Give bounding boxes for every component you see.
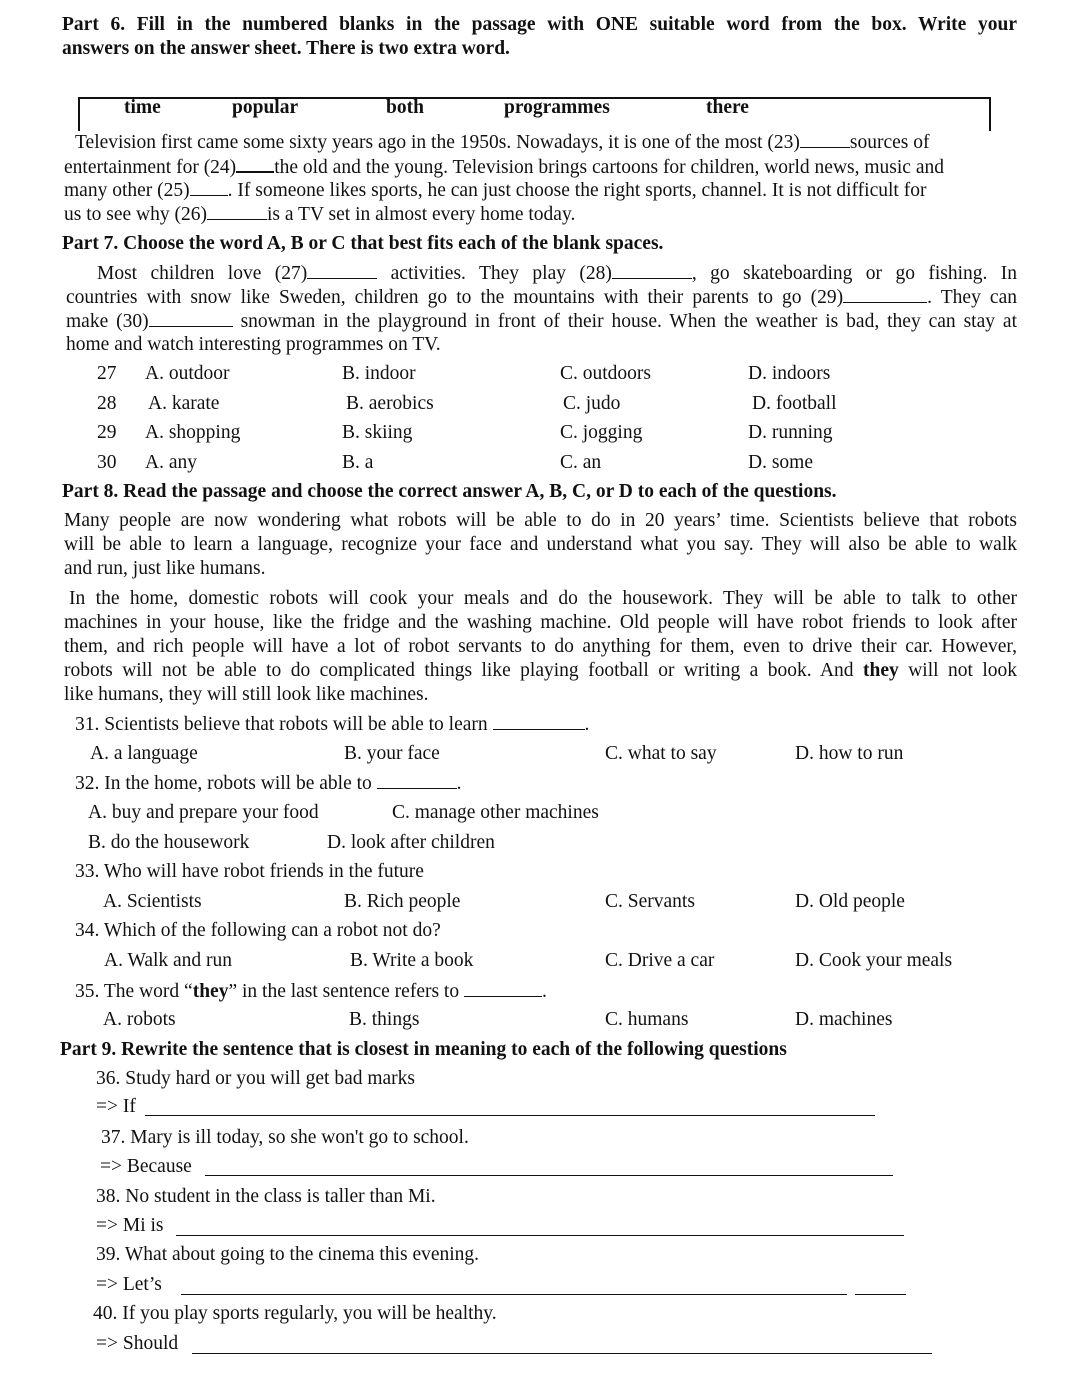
part7-line4: home and watch interesting programmes on TV.	[66, 334, 441, 355]
q33-option-b: B. Rich people	[344, 891, 461, 912]
text-segment: . If someone likes sports, he can just choose the right sports, channel. It is not difficult for	[227, 180, 927, 201]
option-num: 28	[97, 393, 117, 414]
part8-para1-line1: Many people are now wondering what robots will be able to do in 20 years’ time. Scientists believe that robots	[64, 510, 1017, 531]
answer-line-38[interactable]	[176, 1235, 904, 1236]
answer-prompt-40: => Should	[96, 1333, 179, 1354]
answer-line-39[interactable]	[181, 1294, 847, 1295]
question-text: 32. In the home, robots will be able to	[75, 773, 372, 794]
question-32: 32. In the home, robots will be able to .	[75, 773, 462, 794]
question-35: 35. The word “they” in the last sentence refers to .	[75, 981, 547, 1002]
box-word-there: there	[706, 97, 749, 118]
blank-23	[800, 130, 850, 148]
box-word-popular: popular	[232, 97, 299, 118]
option-a: A. karate	[148, 393, 220, 414]
option-a: A. shopping	[145, 422, 241, 443]
part7-line1	[97, 261, 1017, 286]
blank-31	[493, 712, 585, 730]
part8-heading: Part 8. Read the passage and choose the correct answer A, B, C, or D to each of the questions.	[62, 481, 837, 502]
q35-option-c: C. humans	[605, 1009, 689, 1030]
blank-27	[307, 261, 377, 279]
part6-heading-line1: Part 6. Fill in the numbered blanks in the passage with ONE suitable word from the box. Write your	[62, 14, 1017, 35]
q32-option-d: D. look after children	[327, 832, 495, 853]
blank-29	[843, 285, 927, 303]
answer-prompt-37: => Because	[100, 1156, 192, 1177]
part7-line2	[66, 285, 1017, 310]
text-segment: sources of	[849, 132, 930, 153]
q31-option-b: B. your face	[344, 743, 440, 764]
blank-25	[190, 178, 228, 196]
q35-option-a: A. robots	[103, 1009, 176, 1030]
q31-option-d: D. how to run	[795, 743, 904, 764]
q34-option-d: D. Cook your meals	[795, 950, 953, 971]
part6-line3	[64, 178, 926, 203]
q31-option-a: A. a language	[90, 743, 198, 764]
option-num: 29	[97, 422, 117, 443]
option-d: D. football	[752, 393, 837, 414]
answer-prompt-36: => If	[96, 1096, 136, 1117]
text-segment: activities. They play (28)	[390, 263, 612, 284]
option-c: C. jogging	[560, 422, 643, 443]
part8-para2-line1: In the home, domestic robots will cook your meals and do the housework. They will be able to talk to other	[69, 588, 1017, 609]
question-text: ” in the last sentence refers to	[228, 981, 460, 1002]
blank-24	[236, 154, 274, 173]
part8-para2-line5: like humans, they will still look like machines.	[64, 684, 429, 705]
blank-32	[377, 771, 457, 789]
option-b: B. aerobics	[346, 393, 434, 414]
question-text: 35. The word “	[75, 981, 193, 1002]
part8-para2-line3: them, and rich people will have a lot of robot servants to do anything for them, even to drive their car. However,	[64, 636, 1017, 657]
part8-para1-line3: and run, just like humans.	[64, 558, 266, 579]
box-word-both: both	[386, 97, 424, 118]
text-segment: Most children love (27)	[97, 263, 308, 284]
part8-para2-line4	[64, 659, 1017, 683]
option-b: B. skiing	[342, 422, 413, 443]
part6-line4	[64, 202, 575, 227]
answer-prompt-38: => Mi is	[96, 1215, 164, 1236]
part8-para1-line2: will be able to learn a language, recognize your face and understand what you say. They will also be able to walk	[64, 534, 1017, 555]
question-38: 38. No student in the class is taller than Mi.	[96, 1186, 436, 1207]
question-37: 37. Mary is ill today, so she won't go to school.	[101, 1127, 469, 1148]
option-num: 30	[97, 452, 117, 473]
text-segment: , go skateboarding or go fishing. In	[691, 263, 1018, 284]
answer-line-40[interactable]	[192, 1353, 932, 1354]
question-34: 34. Which of the following can a robot not do?	[75, 920, 441, 941]
text-segment: countries with snow like Sweden, children go to the mountains with their parents to go (29)	[66, 287, 844, 308]
option-a: A. any	[145, 452, 197, 473]
question-31: 31. Scientists believe that robots will be able to learn .	[75, 714, 590, 735]
text-segment: many other (25)	[64, 180, 190, 201]
blank-26	[207, 202, 267, 220]
q35-option-b: B. things	[349, 1009, 420, 1030]
blank-28	[612, 261, 692, 279]
question-text: 31. Scientists believe that robots will be able to learn	[75, 714, 488, 735]
text-segment: . They can	[927, 287, 1017, 308]
q31-option-c: C. what to say	[605, 743, 717, 764]
part6-line1	[75, 130, 929, 155]
option-d: D. some	[748, 452, 813, 473]
q32-option-b: B. do the housework	[88, 832, 250, 853]
text-segment: is a TV set in almost every home today.	[266, 204, 576, 225]
q32-option-a: A. buy and prepare your food	[88, 802, 319, 823]
blank-30	[149, 309, 233, 327]
question-36: 36. Study hard or you will get bad marks	[96, 1068, 415, 1089]
answer-prompt-39: => Let’s	[96, 1274, 162, 1295]
q33-option-d: D. Old people	[795, 891, 905, 912]
q32-option-c: C. manage other machines	[392, 802, 599, 823]
text-segment: snowman in the playground in front of their house. When the weather is bad, they can stay at	[240, 311, 1017, 332]
option-d: D. running	[748, 422, 833, 443]
text-segment: Television first came some sixty years ago in the 1950s. Nowadays, it is one of the most (23)	[75, 132, 800, 153]
part6-heading-line2: answers on the answer sheet. There is two extra word.	[62, 38, 510, 59]
q34-option-a: A. Walk and run	[104, 950, 233, 971]
part7-line3	[66, 309, 1017, 334]
option-b: B. a	[342, 452, 374, 473]
bold-word-they: they	[863, 660, 899, 681]
text-segment: entertainment for (24)	[64, 157, 237, 178]
text-segment: the old and the young. Television brings cartoons for children, world news, music and	[274, 157, 944, 178]
q33-option-a: A. Scientists	[103, 891, 202, 912]
q34-option-b: B. Write a book	[350, 950, 474, 971]
option-b: B. indoor	[342, 363, 416, 384]
option-d: D. indoors	[748, 363, 831, 384]
blank-35	[464, 979, 542, 997]
answer-line-39-end[interactable]	[855, 1294, 906, 1295]
q35-option-d: D. machines	[795, 1009, 893, 1030]
answer-line-37[interactable]	[205, 1175, 893, 1176]
option-a: A. outdoor	[145, 363, 230, 384]
part7-heading: Part 7. Choose the word A, B or C that best fits each of the blank spaces.	[62, 233, 664, 254]
question-39: 39. What about going to the cinema this evening.	[96, 1244, 480, 1265]
text-segment: robots will not be able to do complicated things like playing football or writing a book. And	[64, 660, 864, 681]
question-40: 40. If you play sports regularly, you will be healthy.	[93, 1303, 497, 1324]
part6-line2	[64, 154, 944, 180]
answer-line-36[interactable]	[145, 1115, 875, 1116]
text-segment: make (30)	[66, 311, 149, 332]
box-word-time: time	[124, 97, 161, 118]
option-num: 27	[97, 363, 117, 384]
bold-word-they: they	[192, 981, 229, 1002]
box-word-programmes: programmes	[504, 97, 610, 118]
option-c: C. outdoors	[560, 363, 652, 384]
text-segment: us to see why (26)	[64, 204, 207, 225]
option-c: C. an	[560, 452, 602, 473]
text-segment: will not look	[898, 660, 1018, 681]
q34-option-c: C. Drive a car	[605, 950, 715, 971]
question-33: 33. Who will have robot friends in the future	[75, 861, 424, 882]
part9-heading: Part 9. Rewrite the sentence that is closest in meaning to each of the following questions	[60, 1039, 787, 1060]
part8-para2-line2: machines in your house, like the fridge and the washing machine. Old people will have robot friends to look after	[64, 612, 1017, 633]
option-c: C. judo	[563, 393, 621, 414]
q33-option-c: C. Servants	[605, 891, 695, 912]
